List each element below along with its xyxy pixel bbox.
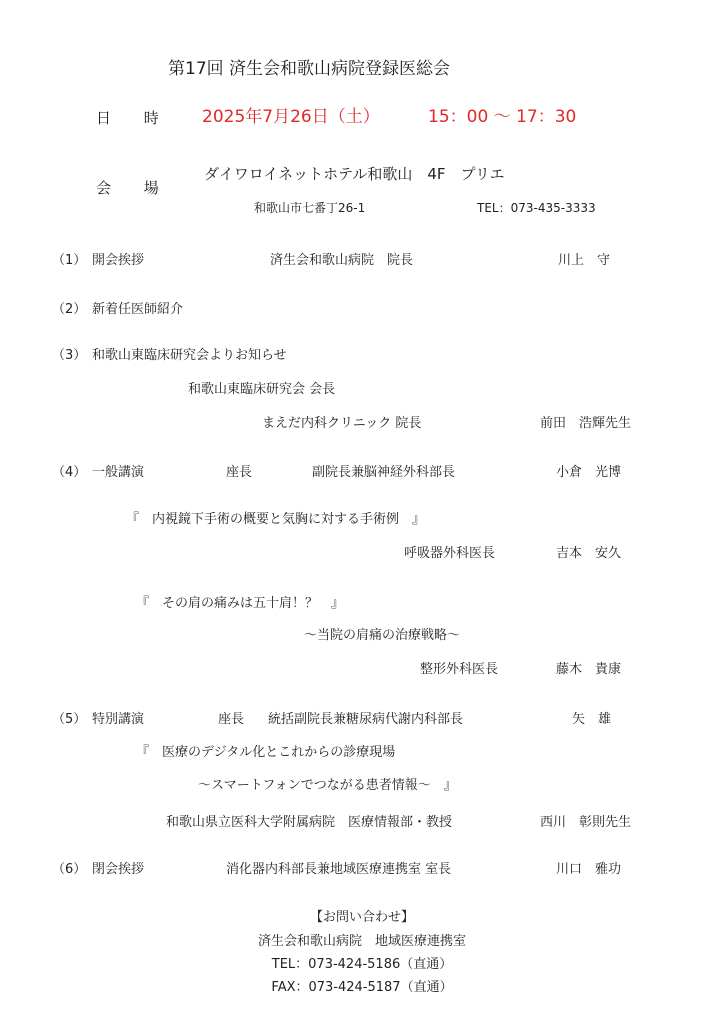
item6-title: 閉会挨拶 <box>92 862 145 877</box>
item5-title: 特別講演 <box>92 712 145 727</box>
speaker-name: 西川 彰則先生 <box>540 815 632 830</box>
page-title: 第17回 済生会和歌山病院登録医総会 <box>168 59 451 79</box>
contact-fax: FAX：073-424-5187（直通） <box>271 980 453 995</box>
item6-name: 川口 雅功 <box>556 862 622 877</box>
item4-chair-role: 副院長兼脳神経外科部長 <box>312 465 456 480</box>
item1-number: （1） <box>52 253 87 268</box>
talk2-title: 『 その肩の痛みは五十肩！？ 』 <box>136 596 345 611</box>
item2-title: 新着任医師紹介 <box>92 302 184 317</box>
contact-tel: TEL：073-424-5186（直通） <box>271 957 453 972</box>
venue-name: ダイワロイネットホテル和歌山 4F プリエ <box>204 165 505 183</box>
item3-name: 前田 浩輝先生 <box>540 416 632 431</box>
contact-heading: 【お問い合わせ】 <box>309 910 414 925</box>
item3-org: 和歌山東臨床研究会 会長 <box>188 382 336 397</box>
item1-role: 済生会和歌山病院 院長 <box>270 253 414 268</box>
item6-number: （6） <box>52 862 87 877</box>
venue-tel: TEL：073-435-3333 <box>477 201 596 215</box>
item1-name: 川上 守 <box>558 253 611 268</box>
item4-chair-label: 座長 <box>226 465 253 480</box>
talk2-name: 藤木 貴康 <box>556 662 622 677</box>
talk2-subtitle: ～当院の肩痛の治療戦略～ <box>304 628 461 643</box>
special-talk-title: 『 医療のデジタル化とこれからの診療現場 <box>136 745 396 760</box>
talk1-name: 吉本 安久 <box>556 546 622 561</box>
speaker-affiliation: 和歌山県立医科大学附属病院 医療情報部・教授 <box>166 815 453 830</box>
datetime-label: 日 時 <box>96 109 173 127</box>
venue-address: 和歌山市七番丁26-1 <box>254 201 366 215</box>
item5-number: （5） <box>52 712 87 727</box>
item4-title: 一般講演 <box>92 465 145 480</box>
item5-chair-role: 統括副院長兼糖尿病代謝内科部長 <box>268 712 464 727</box>
item3-title: 和歌山東臨床研究会よりお知らせ <box>92 348 287 363</box>
talk2-role: 整形外科医長 <box>420 662 499 677</box>
item5-chair-name: 矢 雄 <box>572 712 612 727</box>
item1-title: 開会挨拶 <box>92 253 145 268</box>
event-time: 15：00 ～ 17：30 <box>428 107 577 127</box>
talk1-role: 呼吸器外科医長 <box>404 546 496 561</box>
contact-org: 済生会和歌山病院 地域医療連携室 <box>257 934 466 949</box>
item2-number: （2） <box>52 302 87 317</box>
talk1-title: 『 内視鏡下手術の概要と気胸に対する手術例 』 <box>126 512 426 527</box>
item5-chair-label: 座長 <box>218 712 245 727</box>
item3-clinic: まえだ内科クリニック 院長 <box>262 416 422 431</box>
event-date: 2025年7月26日（土） <box>202 107 380 127</box>
item4-number: （4） <box>52 465 87 480</box>
special-talk-subtitle: ～スマートフォンでつながる患者情報～ 』 <box>198 778 457 793</box>
venue-label: 会 場 <box>96 179 173 197</box>
item6-role: 消化器内科部長兼地域医療連携室 室長 <box>226 862 452 877</box>
item4-chair-name: 小倉 光博 <box>556 465 622 480</box>
item3-number: （3） <box>52 348 87 363</box>
